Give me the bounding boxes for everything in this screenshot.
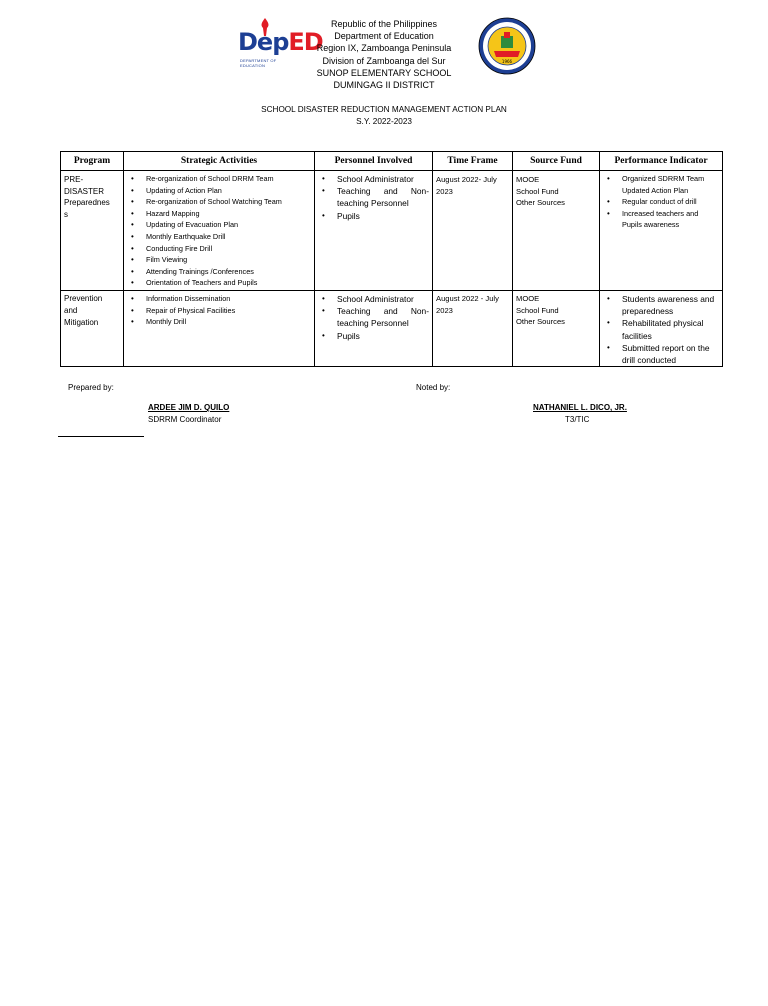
source-fund-cell: MOOE School Fund Other Sources <box>513 291 600 367</box>
time-frame-cell: August 2022 - July 2023 <box>433 291 513 367</box>
list-item: • Updating of Action Plan <box>131 185 311 197</box>
prepared-by-title: SDRRM Coordinator <box>148 415 222 424</box>
list-item: • Updating of Evacuation Plan <box>131 219 311 231</box>
source-fund-cell: MOOE School Fund Other Sources <box>513 171 600 291</box>
activities-cell <box>124 171 315 291</box>
personnel-cell <box>315 291 433 367</box>
deped-subtext: DEPARTMENT OF EDUCATION <box>240 58 277 68</box>
noted-by-title: T3/TIC <box>565 415 590 424</box>
list-item: • Submitted report on the drill conducted <box>607 342 719 366</box>
title-sy: S.Y. 2022-2023 <box>356 117 412 126</box>
column-header: Program <box>61 152 124 171</box>
table-row <box>61 291 723 367</box>
noted-by-label: Noted by: <box>416 383 451 392</box>
list-item: • Re-organization of School Watching Team <box>131 196 311 208</box>
list-item: • Repair of Physical Facilities <box>131 305 311 317</box>
document-title <box>200 104 568 128</box>
list-item: • Pupils <box>322 210 429 222</box>
seal-year: 1966 <box>501 59 513 64</box>
title-line: SCHOOL DISASTER REDUCTION MANAGEMENT ACTION PLAN <box>261 105 507 114</box>
list-item: • Regular conduct of drill <box>607 196 719 208</box>
list-item: • Information Dissemination <box>131 293 311 305</box>
list-item: • Orientation of Teachers and Pupils <box>131 277 311 289</box>
list-item: • Students awareness and preparedness <box>607 293 719 317</box>
column-header: Performance Indicator <box>600 152 723 171</box>
signature-line <box>58 436 144 437</box>
deped-wordmark: DepED <box>238 28 323 56</box>
header-line: SUNOP ELEMENTARY SCHOOL <box>316 67 452 78</box>
prepared-by-name: ARDEE JIM D. QUILO <box>148 403 230 412</box>
activities-cell <box>124 291 315 367</box>
header-line: Republic of the Philippines <box>330 19 438 29</box>
list-item: • Rehabilitated physical facilities <box>607 317 719 341</box>
list-item: • Hazard Mapping <box>131 208 311 220</box>
table-header-row <box>61 152 723 171</box>
list-item: • Pupils <box>322 330 429 342</box>
personnel-cell <box>315 171 433 291</box>
header-line: Division of Zamboanga del Sur <box>322 55 446 66</box>
indicator-cell <box>600 291 723 367</box>
action-plan-table <box>60 151 723 367</box>
list-item: • Film Viewing <box>131 254 311 266</box>
list-item: • School Administrator <box>322 173 429 185</box>
school-seal <box>478 17 536 75</box>
column-header: Time Frame <box>433 152 513 171</box>
header-line: Department of Education <box>334 31 434 42</box>
program-cell: PRE- DISASTER Preparednes s <box>61 171 124 291</box>
list-item: • Re-organization of School DRRM Team <box>131 173 311 185</box>
time-frame-cell: August 2022- July 2023 <box>433 171 513 291</box>
header-line: Region IX, Zamboanga Peninsula <box>316 43 452 54</box>
column-header: Strategic Activities <box>124 152 315 171</box>
list-item: • Teaching and Non-teaching Personnel <box>322 305 429 329</box>
header-line: DUMINGAG II DISTRICT <box>333 80 435 91</box>
list-item: • Organized SDRRM Team Updated Action Plan <box>607 173 719 196</box>
table-row <box>61 171 723 291</box>
list-item: • Increased teachers and Pupils awareness <box>607 208 719 231</box>
school-header <box>280 18 488 91</box>
list-item: • Attending Trainings /Conferences <box>131 266 311 278</box>
list-item: • School Administrator <box>322 293 429 305</box>
list-item: • Conducting Fire Drill <box>131 243 311 255</box>
indicator-cell <box>600 171 723 291</box>
prepared-by-label: Prepared by: <box>68 383 114 392</box>
list-item: • Teaching and Non-teaching Personnel <box>322 185 429 209</box>
column-header: Personnel Involved <box>315 152 433 171</box>
program-cell: Prevention and Mitigation <box>61 291 124 367</box>
list-item: • Monthly Drill <box>131 316 311 328</box>
column-header: Source Fund <box>513 152 600 171</box>
list-item: • Monthly Earthquake Drill <box>131 231 311 243</box>
noted-by-name: NATHANIEL L. DICO, JR. <box>533 403 627 412</box>
